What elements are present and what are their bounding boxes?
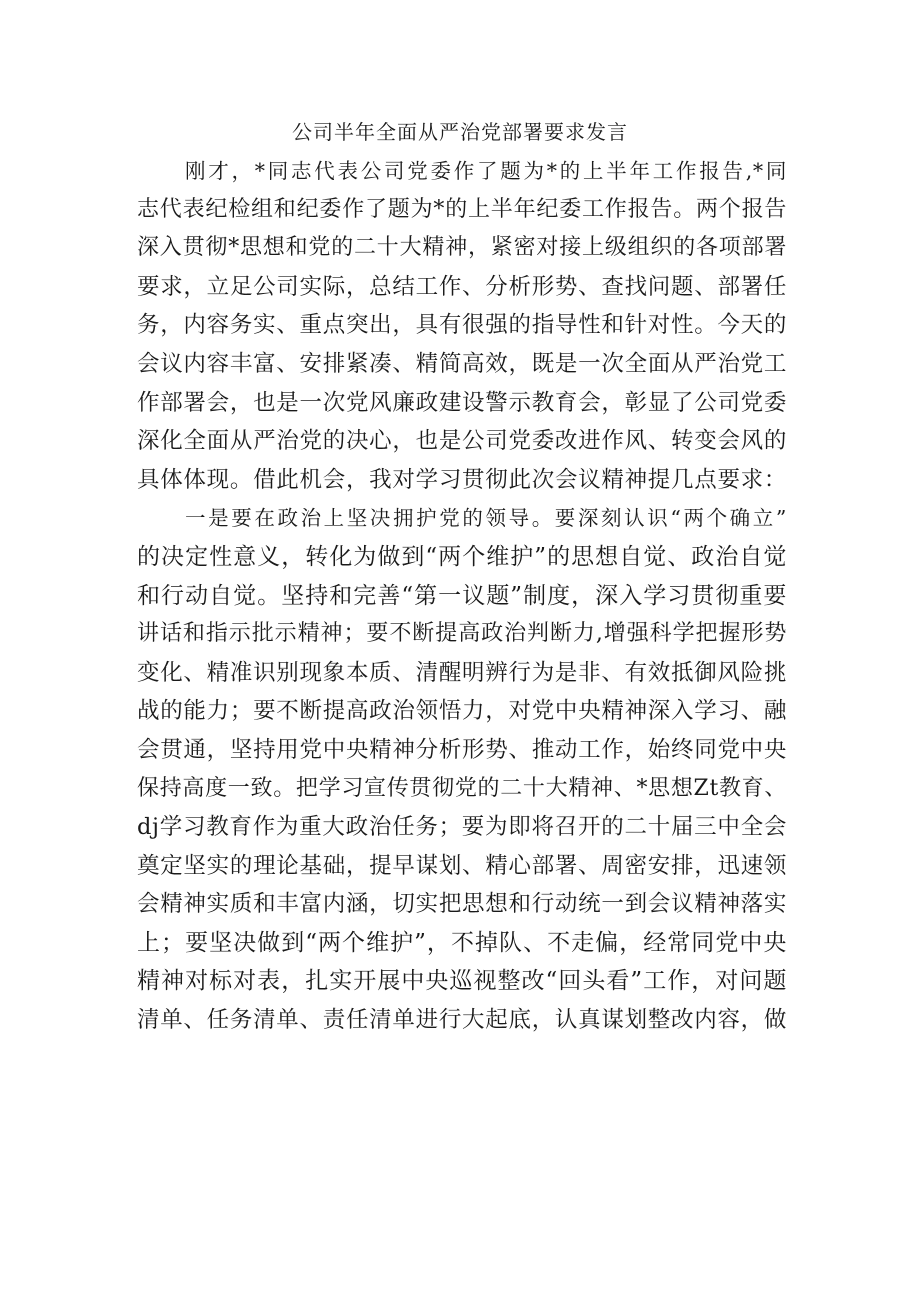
text-line: 一是要在政治上坚决拥护党的领导。要深刻认识“两个确立” — [185, 506, 787, 531]
text-line: 的决定性意义，转化为做到“两个维护”的思想自觉、政治自觉 — [137, 543, 787, 570]
text-line: 志代表纪检组和纪委作了题为*的上半年纪委工作报告。两个报告 — [137, 196, 787, 222]
document-title: 公司半年全面从严治党部署要求发言 — [292, 120, 628, 144]
text-line: 变化、精准识别现象本质、清醒明辨行为是非、有效抵御风险挑 — [137, 659, 787, 686]
text-line: 会议内容丰富、安排紧凑、精简高效，既是一次全面从严治党工 — [137, 350, 787, 377]
text-line: 会贯通，坚持用党中央精神分析形势、推动工作，始终同党中央 — [137, 736, 787, 763]
document-body — [137, 152, 787, 1040]
paragraph-1 — [137, 152, 787, 499]
text-line: 要求，立足公司实际，总结工作、分析形势、查找问题、部署任 — [137, 273, 787, 300]
text-line: 务，内容务实、重点突出，具有很强的指导性和针对性。今天的 — [137, 312, 787, 339]
text-line: 讲话和指示批示精神；要不断提高政治判断力,增强科学把握形势 — [137, 621, 787, 647]
text-line: 深化全面从严治党的决心，也是公司党委改进作风、转变会风的 — [137, 428, 787, 455]
text-line: dj学习教育作为重大政治任务；要为即将召开的二十届三中全会 — [137, 814, 787, 841]
text-line: 深入贯彻*思想和党的二十大精神，紧密对接上级组织的各项部署 — [137, 235, 787, 261]
text-line: 会精神实质和丰富内涵，切实把思想和行动统一到会议精神落实 — [137, 891, 787, 918]
text-line: 战的能力；要不断提高政治领悟力，对党中央精神深入学习、融 — [137, 698, 787, 725]
paragraph-2 — [137, 499, 787, 1039]
text-line: 和行动自觉。坚持和完善“第一议题”制度，深入学习贯彻重要 — [137, 582, 787, 609]
text-line: 刚才，*同志代表公司党委作了题为*的上半年工作报告,*同 — [185, 159, 787, 183]
text-line: 具体体现。借此机会，我对学习贯彻此次会议精神提几点要求： — [137, 466, 787, 493]
text-line: 作部署会，也是一次党风廉政建设警示教育会，彰显了公司党委 — [137, 389, 787, 416]
text-line: 保持高度一致。把学习宣传贯彻党的二十大精神、*思想Zt教育、 — [137, 775, 787, 801]
text-line: 清单、任务清单、责任清单进行大起底，认真谋划整改内容，做 — [137, 1007, 787, 1034]
text-line: 奠定坚实的理论基础，提早谋划、精心部署、周密安排，迅速领 — [137, 852, 787, 879]
text-line: 上；要坚决做到“两个维护”，不掉队、不走偏，经常同党中央 — [137, 929, 787, 956]
text-line: 精神对标对表，扎实开展中央巡视整改“回头看”工作，对问题 — [137, 968, 787, 995]
